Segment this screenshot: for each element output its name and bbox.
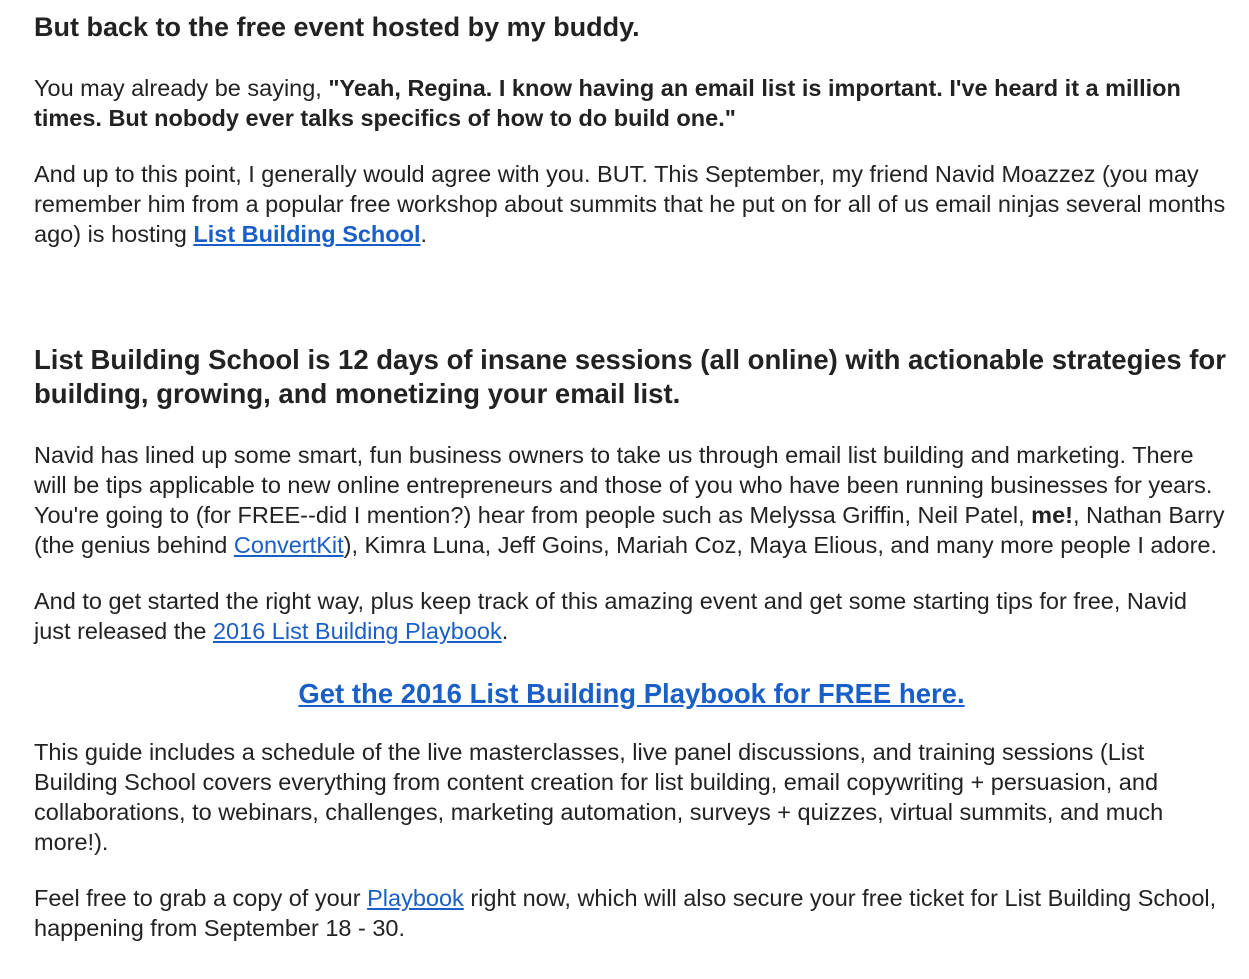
paragraph-guide: This guide includes a schedule of the live masterclasses, live panel discussions, and training sessions (List Building School covers everything from content creation for list building, email copywriting + persuasion, and collaborations, to webinars, challenges, marketing automation, surveys + quizzes, virtual summits, and much more!). (34, 739, 1164, 855)
paragraph-end: . (501, 618, 509, 644)
paragraph-end: . (420, 221, 428, 247)
paragraph-text: Navid has lined up some smart, fun business owners to take us through email list building and marketing. There will be tips applicable to new online entrepreneurs and those of you who have been running businesses for years. You're going to (for FREE--did I mention?) hear from people such as Melyssa Griffin, Neil Patel, (34, 442, 1213, 528)
paragraph-text: ), Kimra Luna, Jeff Goins, Mariah Coz, Maya Elious, and many more people I adore. (343, 532, 1218, 558)
cta-container (34, 677, 1229, 711)
paragraph-text: Feel free to grab a copy of your (34, 885, 368, 911)
paragraph-text: And up to this point, I generally would agree with you. BUT. This September, my friend Navid Moazzez (you may remember him from a popular free workshop about summits that he put on for all of us email ninjas several months ago) is hosting (34, 161, 1226, 247)
list-building-school-link[interactable]: List Building School (193, 221, 421, 247)
playbook-link[interactable]: 2016 List Building Playbook (212, 618, 502, 644)
section-heading: But back to the free event hosted by my buddy. (34, 12, 640, 42)
paragraph-intro (34, 159, 1229, 249)
paragraph-end: right now, which will also secure your free ticket for List Building School, happening from September 18 - 30. (34, 885, 1217, 941)
bold-me: me! (1031, 502, 1073, 528)
paragraph-quote (34, 73, 1229, 133)
get-playbook-cta-link[interactable]: Get the 2016 List Building Playbook for FREE here. (298, 678, 965, 709)
paragraph-text: And to get started the right way, plus keep track of this amazing event and get some starting tips for free, Navid just released the (34, 588, 1187, 644)
playbook-short-link[interactable]: Playbook (367, 885, 464, 911)
convertkit-link[interactable]: ConvertKit (233, 532, 344, 558)
event-heading: List Building School is 12 days of insane sessions (all online) with actionable strategies for building, growing, and monetizing your email list. (34, 344, 1226, 409)
paragraph-lead: You may already be saying, (34, 75, 329, 101)
bold-quote: "Yeah, Regina. I know having an email list is important. I've heard it a million times. But nobody ever talks specifics of how to do build one." (34, 75, 1181, 131)
paragraph-playbook (34, 586, 1229, 646)
paragraph-speakers (34, 440, 1229, 560)
paragraph-closing (34, 883, 1229, 943)
paragraph-text: , Nathan Barry (the genius behind (34, 502, 1225, 558)
